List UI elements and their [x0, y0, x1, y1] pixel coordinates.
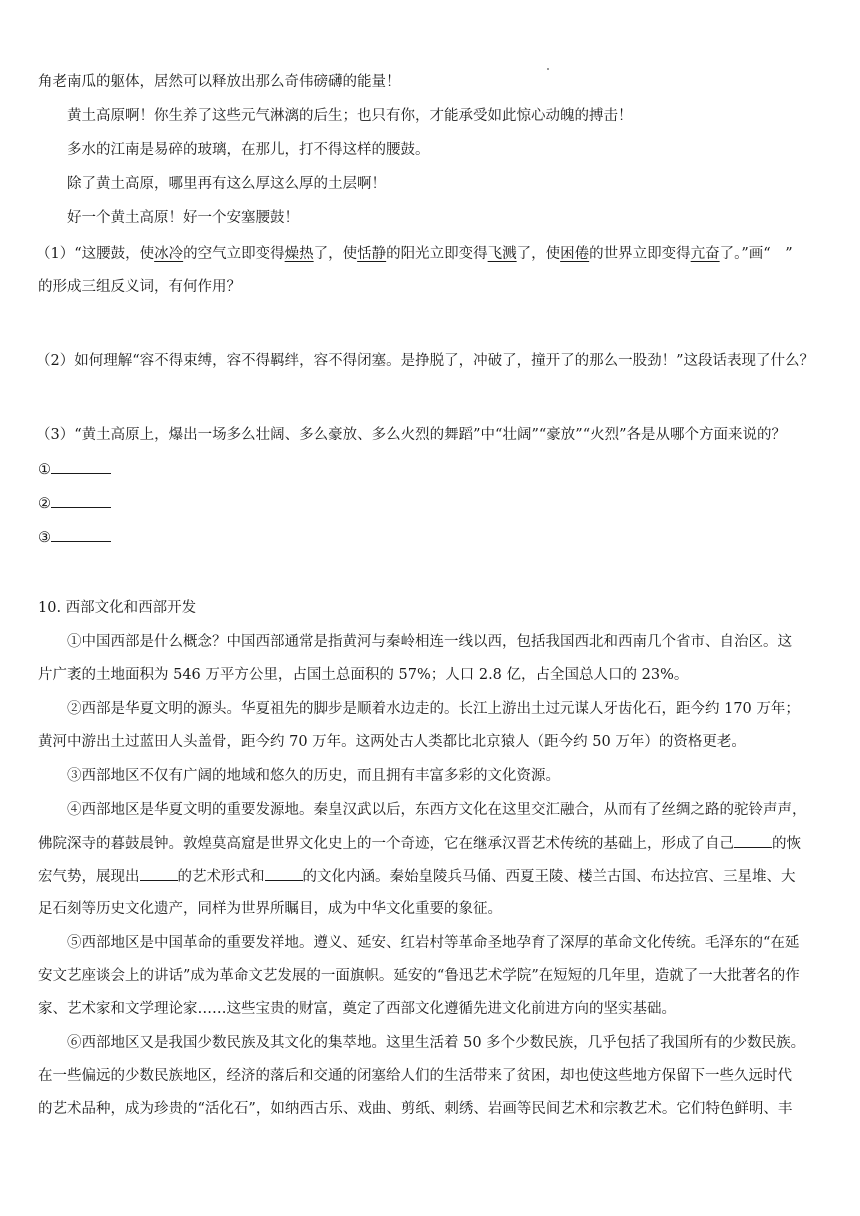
- poem-line: 好一个黄土高原！好一个安塞腰鼓！: [67, 210, 299, 226]
- paragraph-6-cont: 在一些偏远的少数民族地区，经济的落后和交通的闭塞给人们的生活带来了贫困，却也使这些地方保留下一些久远时代: [38, 1068, 792, 1084]
- poem-line: 角老南瓜的躯体，居然可以释放出那么奇伟磅礴的能量！: [38, 74, 401, 90]
- answer-line-3: ③: [38, 527, 828, 548]
- paragraph-1-cont: 片广袤的土地面积为 546 万平方公里，占国土总面积的 57%；人口 2.8 亿，占全国总人口的 23%。: [38, 667, 689, 683]
- question-2: （2）如何理解“容不得束缚，容不得羁绊，容不得闭塞。是挣脱了，冲破了，撞开了的那么一股劲！”这段话表现了什么？: [36, 353, 815, 369]
- answer-blank[interactable]: [51, 459, 111, 474]
- fill-blank[interactable]: [734, 833, 772, 848]
- paragraph-2-cont: 黄河中游出土过蓝田人头盖骨，距今约 70 万年。这两处古人类都比北京猿人（距今约 50 万年）的资格更老。: [38, 734, 746, 750]
- paragraph-4: ④西部地区是华夏文明的重要发源地。秦皇汉武以后，东西方文化在这里交汇融合，从而有了丝绸之路的驼铃声声，: [67, 802, 807, 818]
- underlined-word: 亢奋: [690, 246, 720, 262]
- underlined-word: 冰冷: [154, 246, 184, 262]
- answer-blank[interactable]: [51, 527, 111, 542]
- paragraph-5-cont: 家、艺术家和文学理论家……这些宝贵的财富，奠定了西部文化遵循先进文化前进方向的坚实基础。: [38, 1001, 676, 1017]
- underlined-word: 飞溅: [487, 246, 517, 262]
- paragraph-3: ③西部地区不仅有广阔的地域和悠久的历史，而且拥有丰富多彩的文化资源。: [67, 768, 560, 784]
- question-1-line2: 的形成三组反义词，有何作用？: [38, 279, 241, 295]
- fill-blank[interactable]: [140, 866, 178, 881]
- paragraph-4-cont: 佛院深寺的暮鼓晨钟。敦煌莫高窟是世界文化史上的一个奇迹，它在继承汉晋艺术传统的基础上，形成了自己 的恢: [38, 833, 828, 854]
- poem-line: 多水的江南是易碎的玻璃，在那儿，打不得这样的腰鼓。: [67, 142, 430, 158]
- underlined-word: 困倦: [560, 246, 590, 262]
- paragraph-6-cont: 的艺术品种，成为珍贵的“活化石”，如纳西古乐、戏曲、剪纸、刺绣、岩画等民间艺术和宗教艺术。它们特色鲜明、丰: [38, 1101, 793, 1117]
- paragraph-4-cont: 足石刻等历史文化遗产，同样为世界所瞩目，成为中华文化重要的象征。: [38, 901, 502, 917]
- poem-line: 除了黄土高原，哪里再有这么厚这么厚的土层啊！: [67, 176, 386, 192]
- underlined-word: 燥热: [284, 246, 314, 262]
- paragraph-5-cont: 安文艺座谈会上的讲话”成为革命文艺发展的一面旗帜。延安的“鲁迅艺术学院”在短短的几年里，造就了一大批著名的作: [38, 968, 800, 984]
- paragraph-2: ②西部是华夏文明的源头。华夏祖先的脚步是顺着水边走的。长江上游出土过元谋人牙齿化石，距今约 170 万年；: [67, 701, 800, 717]
- question-10-title: 10. 西部文化和西部开发: [38, 600, 197, 616]
- underlined-word: 恬静: [357, 246, 387, 262]
- answer-line-2: ②: [38, 493, 828, 514]
- answer-line-1: ①: [38, 459, 828, 480]
- answer-blank[interactable]: [51, 493, 111, 508]
- scan-speck: [547, 68, 549, 70]
- question-3: （3）“黄土高原上，爆出一场多么壮阔、多么豪放、多么火烈的舞蹈”中“壮阔”“豪放”“火烈”各是从哪个方面来说的？: [36, 427, 787, 443]
- paragraph-4-cont: 宏气势，展现出 的艺术形式和 的文化内涵。秦始皇陵兵马俑、西夏王陵、楼兰古国、布达拉宫、三星堆、大: [38, 866, 828, 887]
- poem-line: 黄土高原啊！你生养了这些元气淋漓的后生；也只有你，才能承受如此惊心动魄的搏击！: [67, 108, 633, 124]
- paragraph-1: ①中国西部是什么概念？中国西部通常是指黄河与秦岭相连一线以西，包括我国西北和西南几个省市、自治区。这: [67, 634, 792, 650]
- paragraph-6: ⑥西部地区又是我国少数民族及其文化的集萃地。这里生活着 50 多个少数民族，几乎包括了我国所有的少数民族。: [67, 1035, 806, 1051]
- fill-blank[interactable]: [265, 866, 303, 881]
- question-1: （1）“这腰鼓，使冰冷的空气立即变得燥热了，使恬静的阳光立即变得飞溅了，使困倦的世界立即变得亢奋了。”画“ ”: [36, 246, 793, 262]
- paragraph-5: ⑤西部地区是中国革命的重要发祥地。遵义、延安、红岩村等革命圣地孕育了深厚的革命文化传统。毛泽东的“在延: [67, 935, 800, 951]
